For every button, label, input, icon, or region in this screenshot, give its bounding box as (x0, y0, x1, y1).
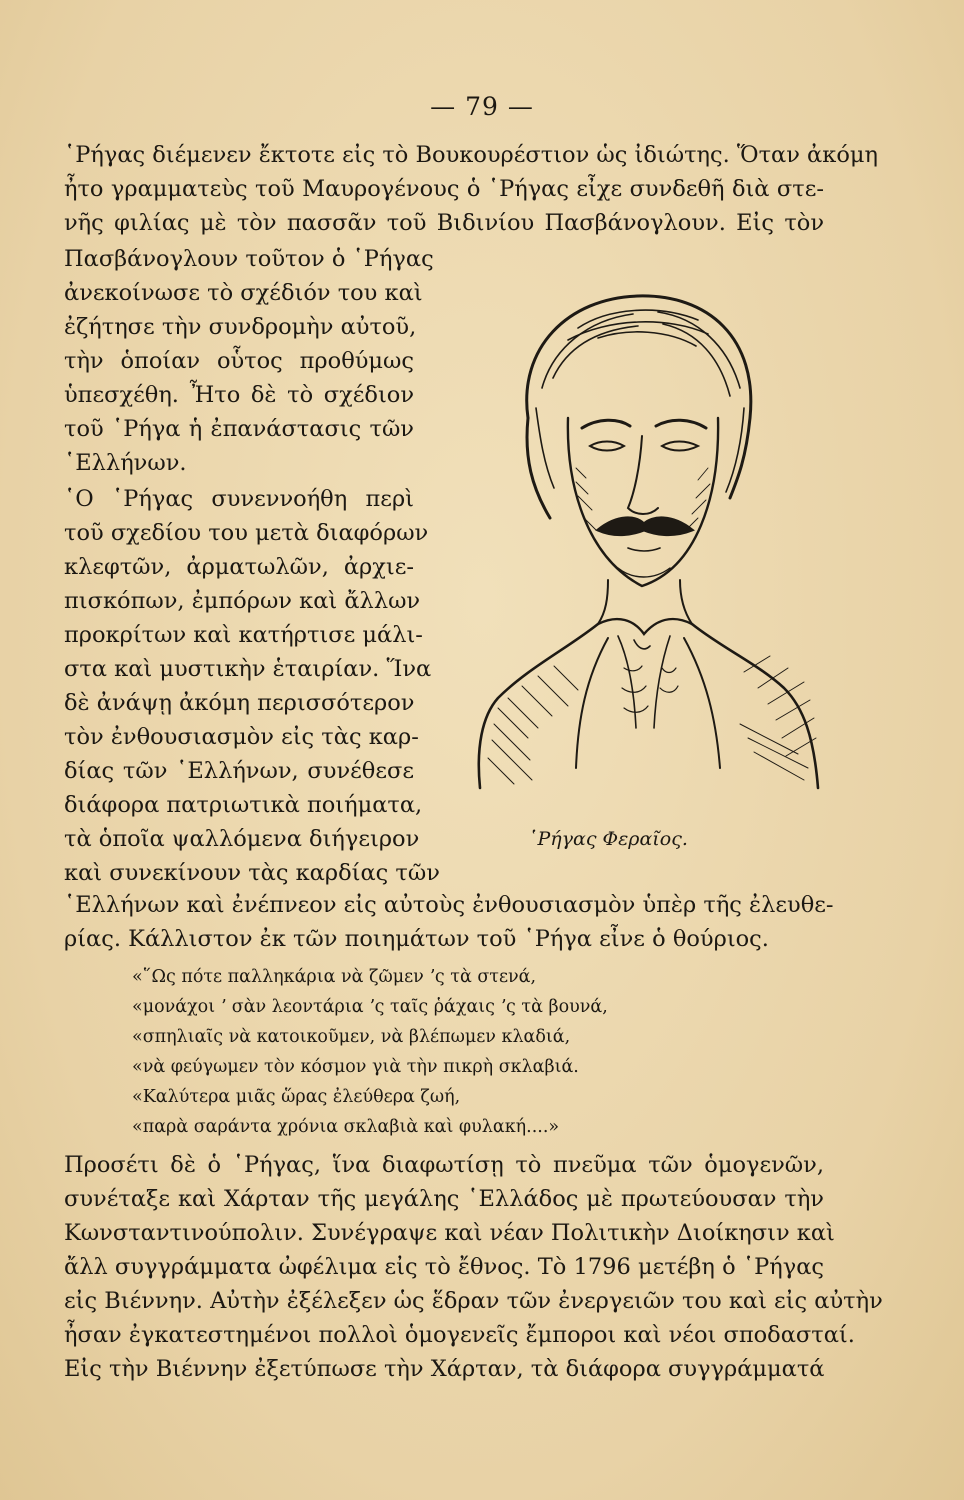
text-line: ἦτο γραμματεὺς τοῦ Μαυρογένους ὁ ῾Ρήγας εἶχε συνδεθῆ διὰ στε- (64, 176, 824, 202)
text-line: ῾Ο ῾Ρήγας συνεννοήθη περὶ (64, 486, 414, 512)
text-line: εἰς Βιέννην. Αὐτὴν ἐξέλεξεν ὡς ἕδραν τῶν ἐνεργειῶν του καὶ εἰς αὐτὴν (64, 1288, 883, 1314)
poem-line: «Καλύτερα μιᾶς ὥρας ἐλεύθερα ζωή, (132, 1087, 461, 1107)
text-line: Κωνσταντινούπολιν. Συνέγραψε καὶ νέαν Πολιτικὴν Διοίκησιν καὶ (64, 1220, 835, 1246)
poem-line: «παρὰ σαράντα χρόνια σκλαβιὰ καὶ φυλακή....» (132, 1117, 560, 1137)
page-number: — 79 — (430, 92, 534, 121)
text-line: ἐζήτησε τὴν συνδρομὴν αὐτοῦ, (64, 314, 417, 340)
text-line: καὶ συνεκίνουν τὰς καρδίας τῶν (64, 860, 440, 886)
text-line: ἄλλ συγγράμματα ὠφέλιμα εἰς τὸ ἔθνος. Τὸ 1796 μετέβη ὁ ῾Ρήγας (64, 1254, 824, 1280)
text-line: ῾Ρήγας διέμενεν ἔκτοτε εἰς τὸ Βουκουρέστιον ὡς ἰδιώτης. Ὅταν ἀκόμη (64, 142, 878, 168)
text-line: ῾Ελλήνων. (64, 450, 187, 476)
text-line: στα καὶ μυστικὴν ἑταιρίαν. Ἵνα (64, 656, 432, 682)
text-line: τοῦ σχεδίου του μετὰ διαφόρων (64, 520, 429, 546)
text-line: Εἰς τὴν Βιέννην ἐξετύπωσε τὴν Χάρταν, τὰ διάφορα συγγράμματά (64, 1356, 825, 1382)
text-line: ἦσαν ἐγκατεστημένοι πολλοὶ ὁμογενεῖς ἔμποροι καὶ νέοι σποδασταί. (64, 1322, 855, 1348)
text-line: Προσέτι δὲ ὁ ῾Ρήγας, ἵνα διαφωτίσῃ τὸ πνεῦμα τῶν ὁμογενῶν, (64, 1152, 824, 1178)
text-line: τοῦ ῾Ρήγα ἡ ἐπανάστασις τῶν (64, 416, 414, 442)
text-line: δὲ ἀνάψῃ ἀκόμη περισσότερον (64, 690, 415, 716)
text-line: ῾Ελλήνων καὶ ἐνέπνεον εἰς αὐτοὺς ἐνθουσιασμὸν ὑπὲρ τῆς ἐλευθε- (64, 892, 834, 918)
text-line: νῆς φιλίας μὲ τὸν πασσᾶν τοῦ Βιδινίου Πασβάνογλουν. Εἰς τὸν (64, 210, 824, 236)
text-line: ρίας. Κάλλιστον ἐκ τῶν ποιημάτων τοῦ ῾Ρήγα εἶνε ὁ θούριος. (64, 926, 769, 952)
text-line: Πασβάνογλουν τοῦτον ὁ ῾Ρήγας (64, 246, 434, 272)
text-line: τὸν ἐνθουσιασμὸν εἰς τὰς καρ- (64, 724, 419, 750)
text-line: προκρίτων καὶ κατήρτισε μάλι- (64, 622, 423, 648)
text-line: δίας τῶν ῾Ελλήνων, συνέθεσε (64, 758, 414, 784)
text-line: συνέταξε καὶ Χάρταν τῆς μεγάλης ῾Ελλάδος μὲ πρωτεύουσαν τὴν (64, 1186, 824, 1212)
portrait-caption: ῾Ρήγας Φεραῖος. (528, 828, 688, 850)
text-line: ἀνεκοίνωσε τὸ σχέδιόν του καὶ (64, 280, 423, 306)
poem-line: «μονάχοι ʼ σὰν λεοντάρια ʼς ταῖς ῥάχαις ʼς τὰ βουνά, (132, 997, 608, 1017)
poem-line: «νὰ φεύγωμεν τὸν κόσμον γιὰ τὴν πικρὴ σκλαβιά. (132, 1057, 579, 1077)
text-line: κλεφτῶν, ἀρματωλῶν, ἀρχιε- (64, 554, 414, 580)
text-line: διάφορα πατριωτικὰ ποιήματα, (64, 792, 423, 818)
text-line: πισκόπων, ἐμπόρων καὶ ἄλλων (64, 588, 421, 614)
poem-line: «῞Ως πότε παλληκάρια νὰ ζῶμεν ʼς τὰ στενά, (132, 967, 537, 987)
poem-line: «σπηλιαῖς νὰ κατοικοῦμεν, νὰ βλέπωμεν κλαδιά, (132, 1027, 571, 1047)
text-line: τὰ ὁποῖα ψαλλόμενα διήγειρον (64, 826, 420, 852)
text-line: ὑπεσχέθη. Ἦτο δὲ τὸ σχέδιον (64, 382, 414, 408)
rigas-feraios-portrait (458, 268, 830, 808)
text-line: τὴν ὁποίαν οὗτος προθύμως (64, 348, 414, 374)
